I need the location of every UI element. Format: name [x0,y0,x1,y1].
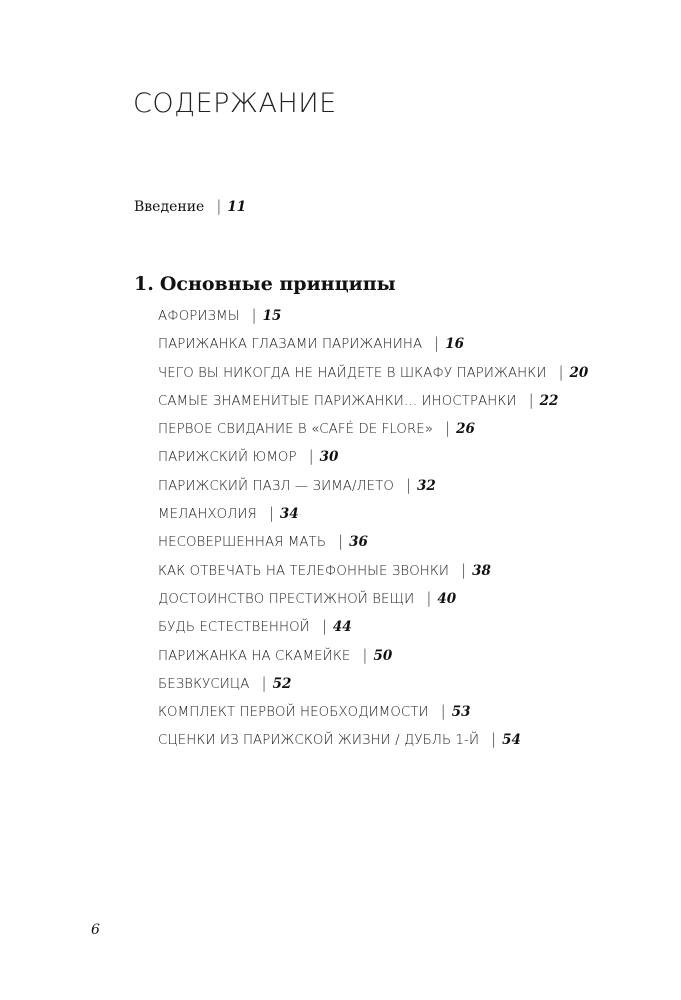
toc-entry-title: КАК ОТВЕЧАТЬ НА ТЕЛЕФОННЫЕ ЗВОНКИ [158,563,450,579]
toc-separator: | [445,419,451,438]
toc-entry[interactable] [158,617,588,645]
toc-separator: | [261,673,267,692]
toc-entry-title: ДОСТОИНСТВО ПРЕСТИЖНОЙ ВЕЩИ [158,591,415,607]
chapter-heading [134,273,396,295]
toc-entry-page: 32 [417,477,436,494]
toc-entry-title: КОМПЛЕКТ ПЕРВОЙ НЕОБХОДИМОСТИ [158,705,429,721]
toc-separator: | [216,197,222,215]
toc-separator: | [251,306,257,324]
toc-intro-page: 11 [227,199,247,215]
toc-separator: | [491,730,497,749]
toc-intro-label: Введение [134,199,205,215]
toc-separator: | [338,532,344,551]
toc-entry[interactable] [158,730,588,758]
toc-entry-page: 38 [472,562,491,579]
toc-entry[interactable] [158,532,588,560]
toc-separator: | [362,645,368,664]
chapter-number: 1. [134,273,154,295]
toc-entry-title: МЕЛАНХОЛИЯ [158,507,257,523]
toc-entry[interactable] [158,419,588,447]
toc-entry[interactable] [158,363,588,391]
toc-entry-page: 26 [456,421,475,438]
toc-entry-page: 30 [319,449,339,466]
toc-entry[interactable] [158,334,588,362]
toc-entry-page: 52 [272,675,292,692]
toc-entry[interactable] [158,306,588,334]
toc-entry-title: ЧЕГО ВЫ НИКОГДА НЕ НАЙДЕТЕ В ШКАФУ ПАРИЖАНКИ [158,365,547,381]
toc-separator: | [426,588,432,607]
toc-separator: | [461,560,467,579]
toc-entry[interactable] [158,391,588,419]
toc-entry-title: НЕСОВЕРШЕННАЯ МАТЬ [158,535,327,551]
toc-entry-page: 34 [279,506,299,523]
toc-entry[interactable] [158,504,588,532]
toc-intro-entry[interactable] [134,197,246,215]
toc-entry[interactable] [158,674,588,702]
toc-entry-title: ПЕРВОЕ СВИДАНИЕ В «CAFÉ DE FLORE» [158,422,434,438]
toc-entry-page: 36 [349,534,368,551]
toc-entry[interactable] [158,447,588,475]
toc-entry[interactable] [158,702,588,730]
toc-entry-page: 22 [539,392,559,409]
chapter-title: Основные принципы [159,273,396,295]
toc-entry-title: БУДЬ ЕСТЕСТВЕННОЙ [158,620,310,636]
toc-entry[interactable] [158,476,588,504]
toc-entry-title: ПАРИЖАНКА НА СКАМЕЙКЕ [158,648,351,664]
toc-entry-page: 54 [502,732,521,749]
toc-entry-title: АФОРИЗМЫ [158,309,240,324]
toc-separator: | [528,390,534,409]
toc-entry-title: САМЫЕ ЗНАМЕНИТЫЕ ПАРИЖАНКИ… ИНОСТРАНКИ [158,393,517,409]
toc-entry-page: 15 [262,308,282,324]
toc-entry-page: 20 [569,364,589,381]
toc-separator: | [434,334,440,353]
toc-entry-title: СЦЕНКИ ИЗ ПАРИЖСКОЙ ЖИЗНИ / ДУБЛЬ 1-Й [158,733,480,749]
toc-entry-list [158,306,588,759]
toc-entry[interactable] [158,646,588,674]
toc-separator: | [308,447,314,466]
toc-entry[interactable] [158,589,588,617]
toc-entry-page: 53 [451,704,471,721]
toc-entry-title: ПАРИЖСКИЙ ПАЗЛ — ЗИМА/ЛЕТО [158,478,394,494]
toc-entry-page: 16 [445,336,465,353]
toc-separator: | [268,504,274,523]
toc-entry-page: 40 [437,590,457,607]
page-title: СОДЕРЖАНИЕ [133,88,337,119]
page-number: 6 [91,922,100,938]
toc-separator: | [558,362,564,381]
toc-entry-page: 44 [332,619,352,636]
toc-entry-title: ПАРИЖАНКА ГЛАЗАМИ ПАРИЖАНИНА [158,337,423,353]
toc-entry-page: 50 [373,647,393,664]
toc-separator: | [321,617,327,636]
toc-entry-title: ПАРИЖСКИЙ ЮМОР [158,450,297,466]
toc-separator: | [440,702,446,721]
toc-separator: | [405,475,412,494]
toc-entry[interactable] [158,561,588,589]
toc-entry-title: БЕЗВКУСИЦА [158,676,250,692]
